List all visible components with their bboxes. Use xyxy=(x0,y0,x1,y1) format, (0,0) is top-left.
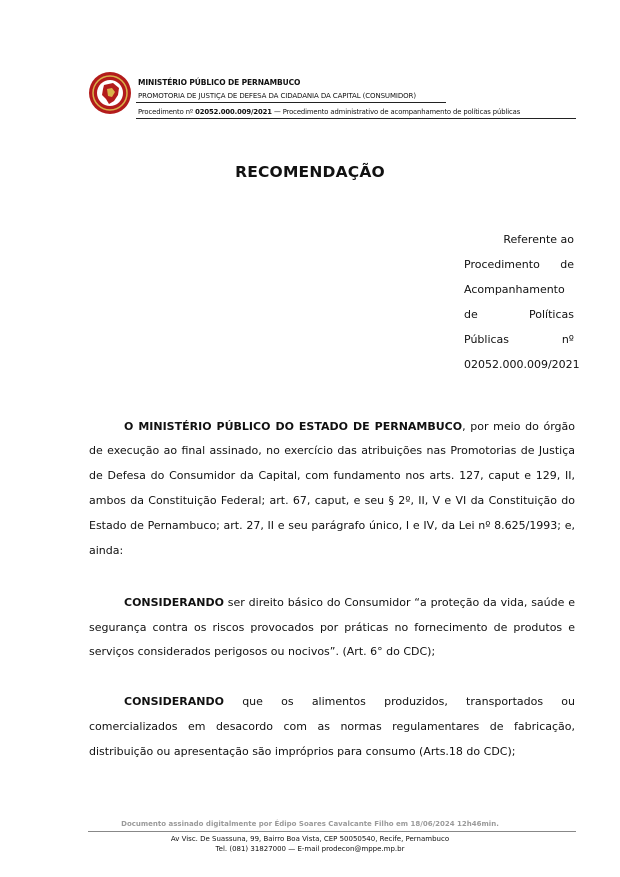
footer-contact: Tel. (081) 31827000 — E-mail prodecon@mppe.mp.br xyxy=(215,845,405,853)
paragraph-3-line: distribuição ou apresentação são impróprios para consumo (Arts.18 do CDC); xyxy=(89,745,516,758)
paragraph-1-line: Estado de Pernambuco; art. 27, II e seu parágrafo único, I e IV, da Lei nº 8.625/1993; e, xyxy=(89,519,575,532)
paragraph-3-lead: CONSIDERANDO xyxy=(124,695,224,708)
paragraph-1-line: ainda: xyxy=(89,544,124,557)
header-unit-name: PROMOTORIA DE JUSTIÇA DE DEFESA DA CIDADANIA DA CAPITAL (CONSUMIDOR) xyxy=(138,92,416,100)
paragraph-2-line: segurança contra os riscos provocados por práticas no fornecimento de produtos e xyxy=(89,621,575,634)
reference-line: 02052.000.009/2021 xyxy=(464,358,580,371)
paragraph-1-line: O MINISTÉRIO PÚBLICO DO ESTADO DE PERNAMBUCO, por meio do órgão xyxy=(124,420,575,433)
paragraph-2-lead: CONSIDERANDO xyxy=(124,596,224,609)
paragraph-1-lead: O MINISTÉRIO PÚBLICO DO ESTADO DE PERNAMBUCO xyxy=(124,420,463,433)
mppe-seal-icon xyxy=(88,71,132,115)
document-title: RECOMENDAÇÃO xyxy=(235,163,385,181)
procedure-label: Procedimento nº xyxy=(138,108,194,116)
paragraph-2-line: CONSIDERANDO ser direito básico do Consumidor “a proteção da vida, saúde e xyxy=(124,596,575,609)
header-procedure xyxy=(138,108,520,116)
paragraph-1-line: de Defesa do Consumidor da Capital, com fundamento nos arts. 127, caput e 129, II, xyxy=(89,469,575,482)
footer-divider xyxy=(88,831,576,832)
paragraph-3-line: comercializados em desacordo com as normas regulamentares de fabricação, xyxy=(89,720,575,733)
header-org-name: MINISTÉRIO PÚBLICO DE PERNAMBUCO xyxy=(138,78,301,87)
paragraph-2-line: serviços considerados perigosos ou nocivos”. (Art. 6° do CDC); xyxy=(89,645,436,658)
paragraph-3-line: CONSIDERANDO que os alimentos produzidos, transportados ou xyxy=(124,695,575,708)
reference-line: de Políticas xyxy=(464,308,574,321)
paragraph-1-line: ambos da Constituição Federal; art. 67, caput, e seu § 2º, II, V e VI da Constituição do xyxy=(89,494,575,507)
reference-line: Referente ao xyxy=(503,233,574,246)
reference-line: Procedimento de xyxy=(464,258,574,271)
digital-signature-note: Documento assinado digitalmente por Édipo Soares Cavalcante Filho em 18/06/2024 12h46min. xyxy=(121,820,499,828)
footer-address: Av Visc. De Suassuna, 99, Bairro Boa Vista, CEP 50050540, Recife, Pernambuco xyxy=(170,835,450,843)
procedure-description: — Procedimento administrativo de acompanhamento de políticas públicas xyxy=(273,108,521,116)
header-divider-bottom xyxy=(136,118,576,119)
procedure-number: 02052.000.009/2021 xyxy=(195,108,272,116)
reference-line: Públicas nº xyxy=(464,333,574,346)
header-divider-top xyxy=(136,102,446,103)
reference-line: Acompanhamento xyxy=(464,283,565,296)
paragraph-1-line: de execução ao final assinado, no exercício das atribuições nas Promotorias de Justiça xyxy=(89,444,575,457)
